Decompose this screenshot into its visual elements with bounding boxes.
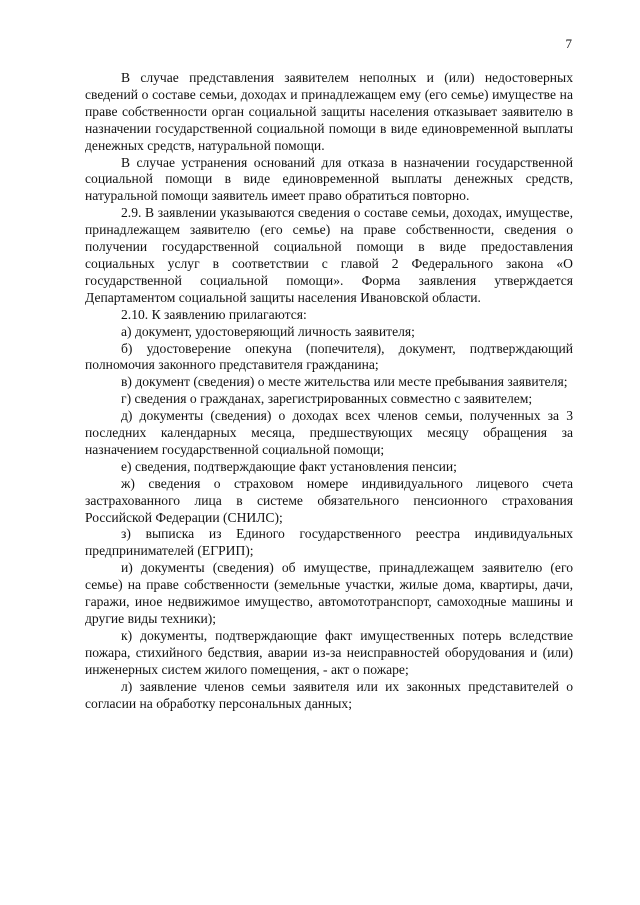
list-item: в) документ (сведения) о месте жительства или месте пребывания заявителя;	[121, 374, 568, 390]
paragraph: В случае представления заявителем неполных и (или) недостоверных сведений о составе семьи, доходах и принадлежащем ему (его семье) имуществе на праве собственности орган социальной защиты населения отказывает заявителю в назначении государственной социальной помощи в виде единовременной выплаты денежных средств, натуральной помощи.	[85, 70, 573, 153]
list-item: д) документы (сведения) о доходах всех членов семьи, полученных за 3 последних календарных месяца, предшествующих месяцу обращения за назначением государственной социальной помощи;	[85, 408, 573, 457]
list-item: ж) сведения о страховом номере индивидуального лицевого счета застрахованного лица в системе обязательного пенсионного страхования Российской Федерации (СНИЛС);	[85, 475, 573, 525]
list-item: л) заявление членов семьи заявителя или их законных представителей о согласии на обработку персональных данных;	[85, 678, 573, 711]
list-item: и) документы (сведения) об имуществе, принадлежащем заявителю (его семье) на праве собственности (земельные участки, жилые дома, квартиры, дачи, гаражи, иное недвижимое имущество, автомототранспорт, самоходные машины и другие виды техники);	[85, 560, 573, 626]
list-item: к) документы, подтверждающие факт имущественных потерь вследствие пожара, стихийного бедствия, аварии из-за неисправностей оборудования и (или) инженерных систем жилого помещения, - акт о пожаре;	[85, 627, 573, 677]
list-item: б) удостоверение опекуна (попечителя), документ, подтверждающий полномочия законного представителя гражданина;	[85, 340, 573, 373]
document-body	[85, 70, 573, 712]
paragraph: 2.10. К заявлению прилагаются:	[121, 306, 307, 322]
list-item: е) сведения, подтверждающие факт установления пенсии;	[121, 458, 457, 474]
list-item: з) выписка из Единого государственного реестра индивидуальных предпринимателей (ЕГРИП);	[85, 526, 573, 559]
paragraph: В случае устранения оснований для отказа в назначении государственной социальной помощи в виде единовременной выплаты денежных средств, натуральной помощи заявитель имеет право обратиться повторно.	[85, 154, 573, 204]
list-item: а) документ, удостоверяющий личность заявителя;	[121, 323, 415, 339]
page-number: 7	[565, 36, 572, 51]
list-item: г) сведения о гражданах, зарегистрированных совместно с заявителем;	[121, 391, 533, 407]
paragraph: 2.9. В заявлении указываются сведения о составе семьи, доходах, имуществе, принадлежащем заявителю (его семье) на праве собственности, сведения о получении государственной социальной помощи в виде предоставления социальных услуг в соответствии с главой 2 Федерального закона «О государственной социальной помощи». Форма заявления утверждается Департаментом социальной защиты населения Ивановской области.	[85, 205, 573, 305]
